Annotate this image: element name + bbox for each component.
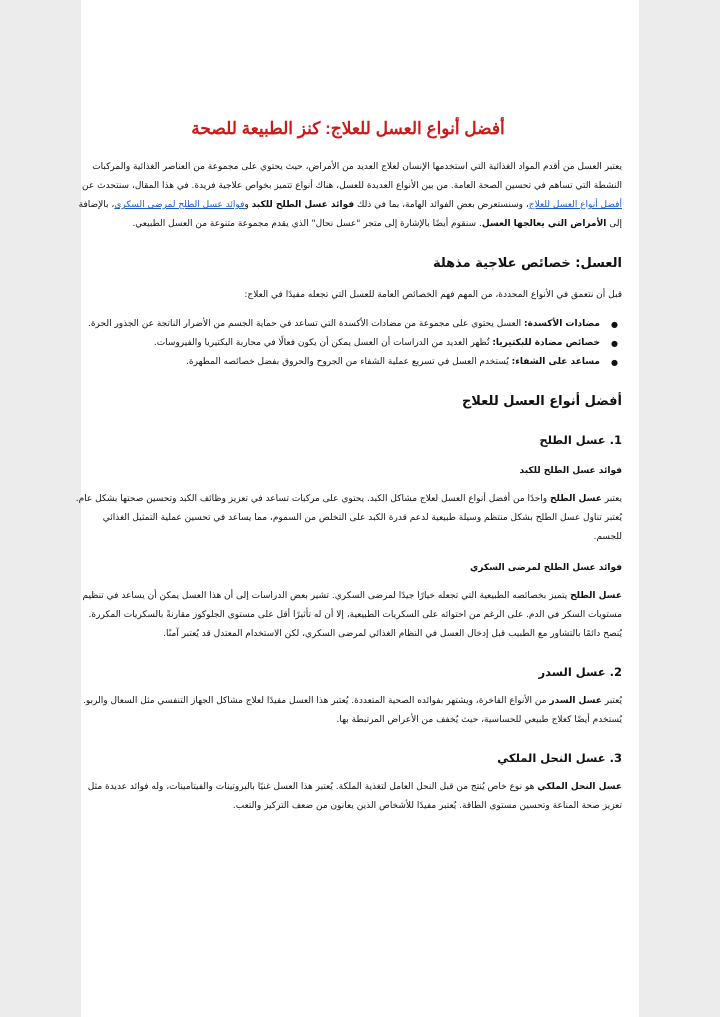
- talh-diabetes-bold: عسل الطلح: [570, 591, 622, 601]
- intro-text-2: ، وسنستعرض بعض الفوائد الهامة، بما في ذلك: [356, 200, 529, 210]
- bullet-text: تُظهر العديد من الدراسات أن العسل يمكن أن يكون فعالًا في محاربة البكتيريا والفيروسات.: [153, 338, 493, 348]
- link-talh-diabetes[interactable]: فوائد عسل الطلح لمرضى السكري: [114, 200, 245, 210]
- sidr-pre: يُعتبر: [601, 696, 622, 706]
- list-item: [74, 334, 600, 353]
- sidr-paragraph: [74, 692, 622, 730]
- page-title: أفضل أنواع العسل للعلاج: كنز الطبيعة للصحة: [191, 119, 505, 138]
- section-heading-properties: العسل: خصائص علاجية مذهلة: [432, 256, 622, 271]
- intro-text-1: يعتبر العسل من أقدم المواد الغذائية التي استخدمها الإنسان لعلاج العديد من الأمراض، حيث يحتوي على مجموعة من العناصر الغذائية والمركبات النشطة التي تساهم في تحسين الصحة العامة. من بين الأنواع العديدة للعسل، هناك أنواع تتميز بخواص علاجية فريدة. في هذا المقال، سنتحدث عن: [82, 162, 622, 191]
- intro-bold-diseases: الأمراض التي يعالجها العسل: [481, 219, 607, 229]
- sidr-text: من الأنواع الفاخرة، ويشتهر بفوائده الصحية المتعددة. يُعتبر هذا العسل مفيدًا لعلاج مشاكل الجهاز التنفسي مثل السعال والربو. يُستخدم أيضًا كعلاج طبيعي للحساسية، حيث يُخفف من الأعراض المرتبطة بها.: [83, 696, 622, 725]
- subheading-talh-liver: فوائد عسل الطلح للكبد: [519, 466, 622, 476]
- list-item: [74, 353, 600, 372]
- subheading-talh: 1. عسل الطلح: [539, 433, 622, 447]
- talh-liver-pre: يعتبر: [601, 494, 622, 504]
- subheading-royal: 3. عسل النحل الملكي: [497, 751, 622, 765]
- bullet-text: يُستخدم العسل في تسريع عملية الشفاء من الجروح والحروق بفضل خصائصه المطهرة.: [186, 357, 512, 367]
- bullet-label: مساعد على الشفاء:: [511, 357, 600, 367]
- intro-bold-liver: فوائد عسل الطلح للكبد: [251, 200, 355, 210]
- document-page: [75, 0, 639, 1017]
- royal-paragraph: [74, 778, 622, 816]
- talh-diabetes-paragraph: [74, 587, 622, 644]
- properties-list: [74, 315, 622, 372]
- intro-text-3: و: [244, 200, 252, 210]
- subheading-sidr: 2. عسل السدر: [538, 665, 622, 679]
- bullet-text: العسل يحتوي على مجموعة من مضادات الأكسدة التي تساعد في حماية الجسم من الأضرار الناتجة عن الجذور الحرة.: [87, 319, 524, 329]
- intro-text-5: . سنقوم أيضًا بالإشارة إلى متجر "عسل نحال" الذي يقدم مجموعة متنوعة من العسل الطبيعي.: [132, 219, 482, 229]
- bullet-label: مضادات الأكسدة:: [524, 319, 600, 329]
- royal-bold: عسل النحل الملكي: [537, 782, 622, 792]
- section-heading-best-types: أفضل أنواع العسل للعلاج: [461, 394, 622, 409]
- list-item: [74, 315, 600, 334]
- talh-liver-bold: عسل الطلح: [550, 494, 602, 504]
- sidr-bold: عسل السدر: [549, 696, 602, 706]
- intro-text-4: ، بالإضافة إلى: [78, 200, 622, 229]
- talh-liver-text: واحدًا من أفضل أنواع العسل لعلاج مشاكل الكبد. يحتوي على مركبات تساعد في تعزيز وظائف الكبد وتحسين صحتها بشكل عام. يُعتبر تناول عسل الطلح بشكل منتظم وسيلة طبيعية لدعم قدرة الكبد على التخلص من السموم، مما يساعد في تحسين عملية التمثيل الغذائي للجسم.: [75, 494, 622, 542]
- bullet-label: خصائص مضادة للبكتيريا:: [492, 338, 600, 348]
- link-best-honey-types[interactable]: أفضل أنواع العسل للعلاج: [528, 200, 622, 210]
- talh-liver-paragraph: [74, 490, 622, 547]
- intro-paragraph: [74, 158, 622, 234]
- royal-text: هو نوع خاص يُنتج من قبل النحل العامل لتغذية الملكة. يُعتبر هذا العسل غنيًا بالبروتينات والفيتامينات، وله فوائد عديدة مثل تعزيز صحة المناعة وتحسين مستوى الطاقة. يُعتبر مفيدًا للأشخاص الذين يعانون من ضعف التركيز والتعب.: [87, 782, 622, 811]
- article-body: [74, 118, 622, 816]
- talh-diabetes-text: يتميز بخصائصه الطبيعية التي تجعله خيارًا جيدًا لمرضى السكري. تشير بعض الدراسات إلى أن هذا العسل يمكن أن يساعد في تنظيم مستويات السكر في الدم. على الرغم من احتوائه على السكريات الطبيعية، إلا أن له تأثيرًا أقل على مستوى الجلوكوز مقارنةً بالسكريات المكررة. يُنصح دائمًا بالتشاور مع الطبيب قبل إدخال العسل في النظام الغذائي لمرضى السكري، لكن الاستخدام المعتدل قد يُعتبر آمنًا.: [82, 591, 622, 639]
- properties-lead: قبل أن نتعمق في الأنواع المحددة، من المهم فهم الخصائص العامة للعسل التي تجعله مفيدًا في العلاج:: [244, 290, 622, 300]
- subheading-talh-diabetes: فوائد عسل الطلح لمرضى السكري: [470, 563, 622, 573]
